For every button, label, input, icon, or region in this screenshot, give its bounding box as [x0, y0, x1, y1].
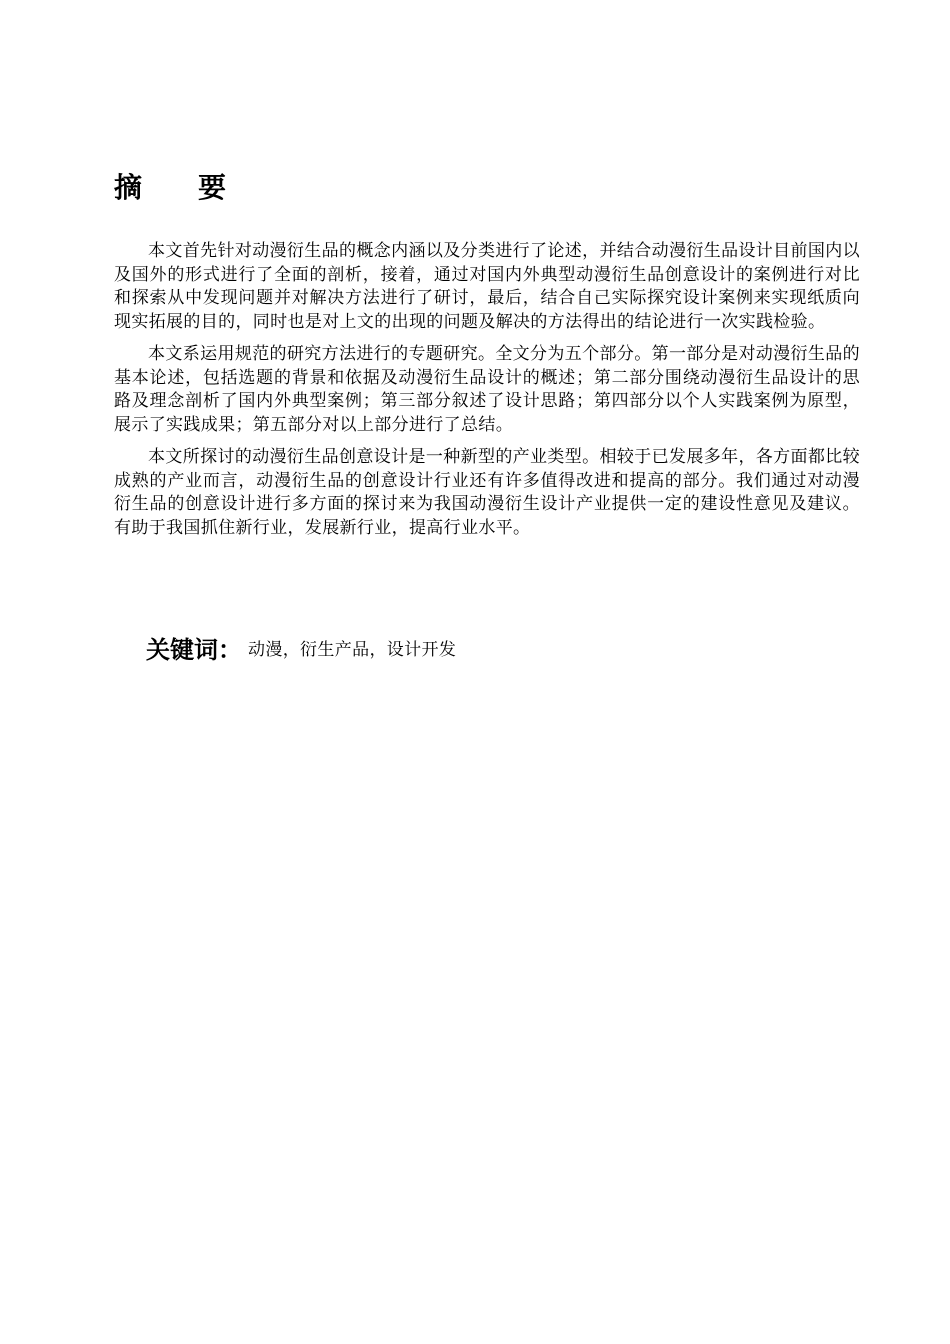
keywords-value: 动漫，衍生产品，设计开发 — [248, 640, 457, 660]
abstract-paragraph-2: 本文系运用规范的研究方法进行的专题研究。全文分为五个部分。第一部分是对动漫衍生品的基本论述，包括选题的背景和依据及动漫衍生品设计的概述；第二部分围绕动漫衍生品设计的思路及理念剖析了国内外典型案例；第三部分叙述了设计思路；第四部分以个人实践案例为原型，展示了实践成果；第五部分对以上部分进行了总结。 — [114, 344, 860, 435]
abstract-title — [114, 168, 314, 208]
abstract-paragraph-3: 本文所探讨的动漫衍生品创意设计是一种新型的产业类型。相较于已发展多年，各方面都比较成熟的产业而言，动漫衍生品的创意设计行业还有许多值得改进和提高的部分。我们通过对动漫衍生品的创意设计进行多方面的探讨来为我国动漫衍生设计产业提供一定的建设性意见及建议。有助于我国抓住新行业，发展新行业，提高行业水平。 — [114, 447, 860, 538]
keywords-line — [146, 632, 846, 668]
abstract-title-char-2: 要 — [198, 171, 227, 204]
abstract-title-char-1: 摘 — [114, 171, 143, 204]
abstract-paragraph-1: 本文首先针对动漫衍生品的概念内涵以及分类进行了论述，并结合动漫衍生品设计目前国内以及国外的形式进行了全面的剖析，接着，通过对国内外典型动漫衍生品创意设计的案例进行对比和探索从中发现问题并对解决方法进行了研讨，最后，结合自己实际探究设计案例来实现纸质向现实拓展的目的，同时也是对上文的出现的问题及解决的方法得出的结论进行一次实践检验。 — [114, 241, 860, 332]
keywords-label: 关键词： — [146, 636, 242, 664]
abstract-body — [114, 240, 860, 549]
